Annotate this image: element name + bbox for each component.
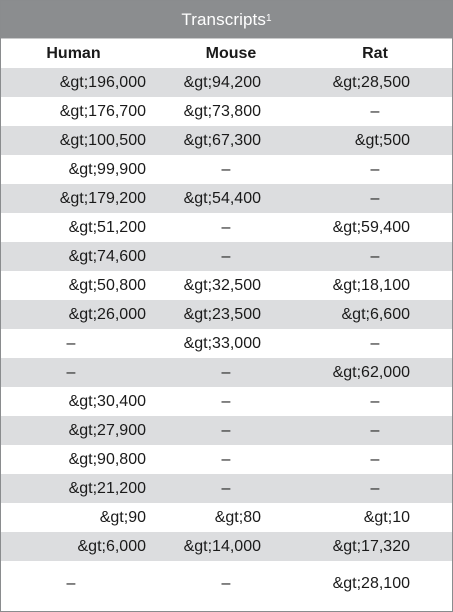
column-header-human: Human <box>46 44 101 62</box>
table-body <box>1 68 452 607</box>
cell-mouse: &gt;14,000 <box>183 537 261 555</box>
table-title-text: Transcripts <box>181 9 266 29</box>
table-row <box>1 155 452 184</box>
cell-human: &gt;179,200 <box>59 189 146 207</box>
cell-human: &gt;30,400 <box>68 392 146 410</box>
cell-human: – <box>66 363 76 381</box>
cell-rat: – <box>370 247 380 265</box>
cell-human: &gt;74,600 <box>68 247 146 265</box>
cell-rat: &gt;28,100 <box>332 575 410 592</box>
cell-rat: &gt;6,600 <box>341 305 410 323</box>
table-row <box>1 213 452 242</box>
cell-mouse: – <box>221 479 231 497</box>
cell-human: &gt;90,800 <box>68 450 146 468</box>
table-row <box>1 387 452 416</box>
cell-rat: &gt;500 <box>354 131 410 149</box>
table-row <box>1 503 452 532</box>
cell-mouse: &gt;94,200 <box>183 73 261 91</box>
table-row <box>1 242 452 271</box>
cell-rat: – <box>370 102 380 120</box>
table-row <box>1 126 452 155</box>
cell-human: &gt;90 <box>99 508 146 526</box>
cell-rat: – <box>370 479 380 497</box>
table-row <box>1 532 452 561</box>
cell-mouse: &gt;33,000 <box>183 334 261 352</box>
cell-rat: &gt;17,320 <box>332 537 410 555</box>
cell-mouse: &gt;32,500 <box>183 276 261 294</box>
cell-rat: &gt;59,400 <box>332 218 410 236</box>
cell-mouse: – <box>221 363 231 381</box>
cell-human: – <box>66 334 76 352</box>
table-title <box>1 1 452 38</box>
cell-human: &gt;51,200 <box>68 218 146 236</box>
cell-human: &gt;50,800 <box>68 276 146 294</box>
cell-rat: – <box>370 392 380 410</box>
cell-mouse: – <box>221 218 231 236</box>
column-header-row <box>1 38 452 68</box>
cell-mouse: – <box>221 575 231 592</box>
table-row <box>1 445 452 474</box>
cell-rat: – <box>370 189 380 207</box>
cell-mouse: &gt;80 <box>214 508 261 526</box>
cell-rat: – <box>370 421 380 439</box>
table-row <box>1 97 452 126</box>
cell-mouse: – <box>221 392 231 410</box>
cell-human: &gt;6,000 <box>77 537 146 555</box>
cell-human: &gt;196,000 <box>59 73 146 91</box>
table-row <box>1 416 452 445</box>
cell-mouse: &gt;54,400 <box>183 189 261 207</box>
cell-rat: – <box>370 450 380 468</box>
cell-mouse: &gt;67,300 <box>183 131 261 149</box>
cell-rat: – <box>370 334 380 352</box>
cell-rat: &gt;28,500 <box>332 73 410 91</box>
cell-mouse: – <box>221 450 231 468</box>
cell-rat: &gt;18,100 <box>332 276 410 294</box>
cell-human: &gt;27,900 <box>68 421 146 439</box>
cell-human: &gt;100,500 <box>59 131 146 149</box>
cell-mouse: – <box>221 160 231 178</box>
table-row <box>1 561 452 607</box>
cell-mouse: – <box>221 247 231 265</box>
cell-mouse: &gt;73,800 <box>183 102 261 120</box>
table-row <box>1 184 452 213</box>
cell-human: &gt;26,000 <box>68 305 146 323</box>
column-header-rat: Rat <box>362 44 388 62</box>
table-row <box>1 358 452 387</box>
table-row <box>1 329 452 358</box>
table-row <box>1 300 452 329</box>
cell-mouse: – <box>221 421 231 439</box>
column-header-mouse: Mouse <box>205 44 257 62</box>
cell-human: &gt;99,900 <box>68 160 146 178</box>
table-row <box>1 271 452 300</box>
cell-human: – <box>66 575 76 592</box>
table-row <box>1 68 452 97</box>
cell-rat: &gt;62,000 <box>332 363 410 381</box>
cell-mouse: &gt;23,500 <box>183 305 261 323</box>
title-footnote-marker: 1 <box>265 13 272 24</box>
cell-human: &gt;21,200 <box>68 479 146 497</box>
table-row <box>1 474 452 503</box>
cell-human: &gt;176,700 <box>59 102 146 120</box>
cell-rat: – <box>370 160 380 178</box>
cell-rat: &gt;10 <box>363 508 410 526</box>
